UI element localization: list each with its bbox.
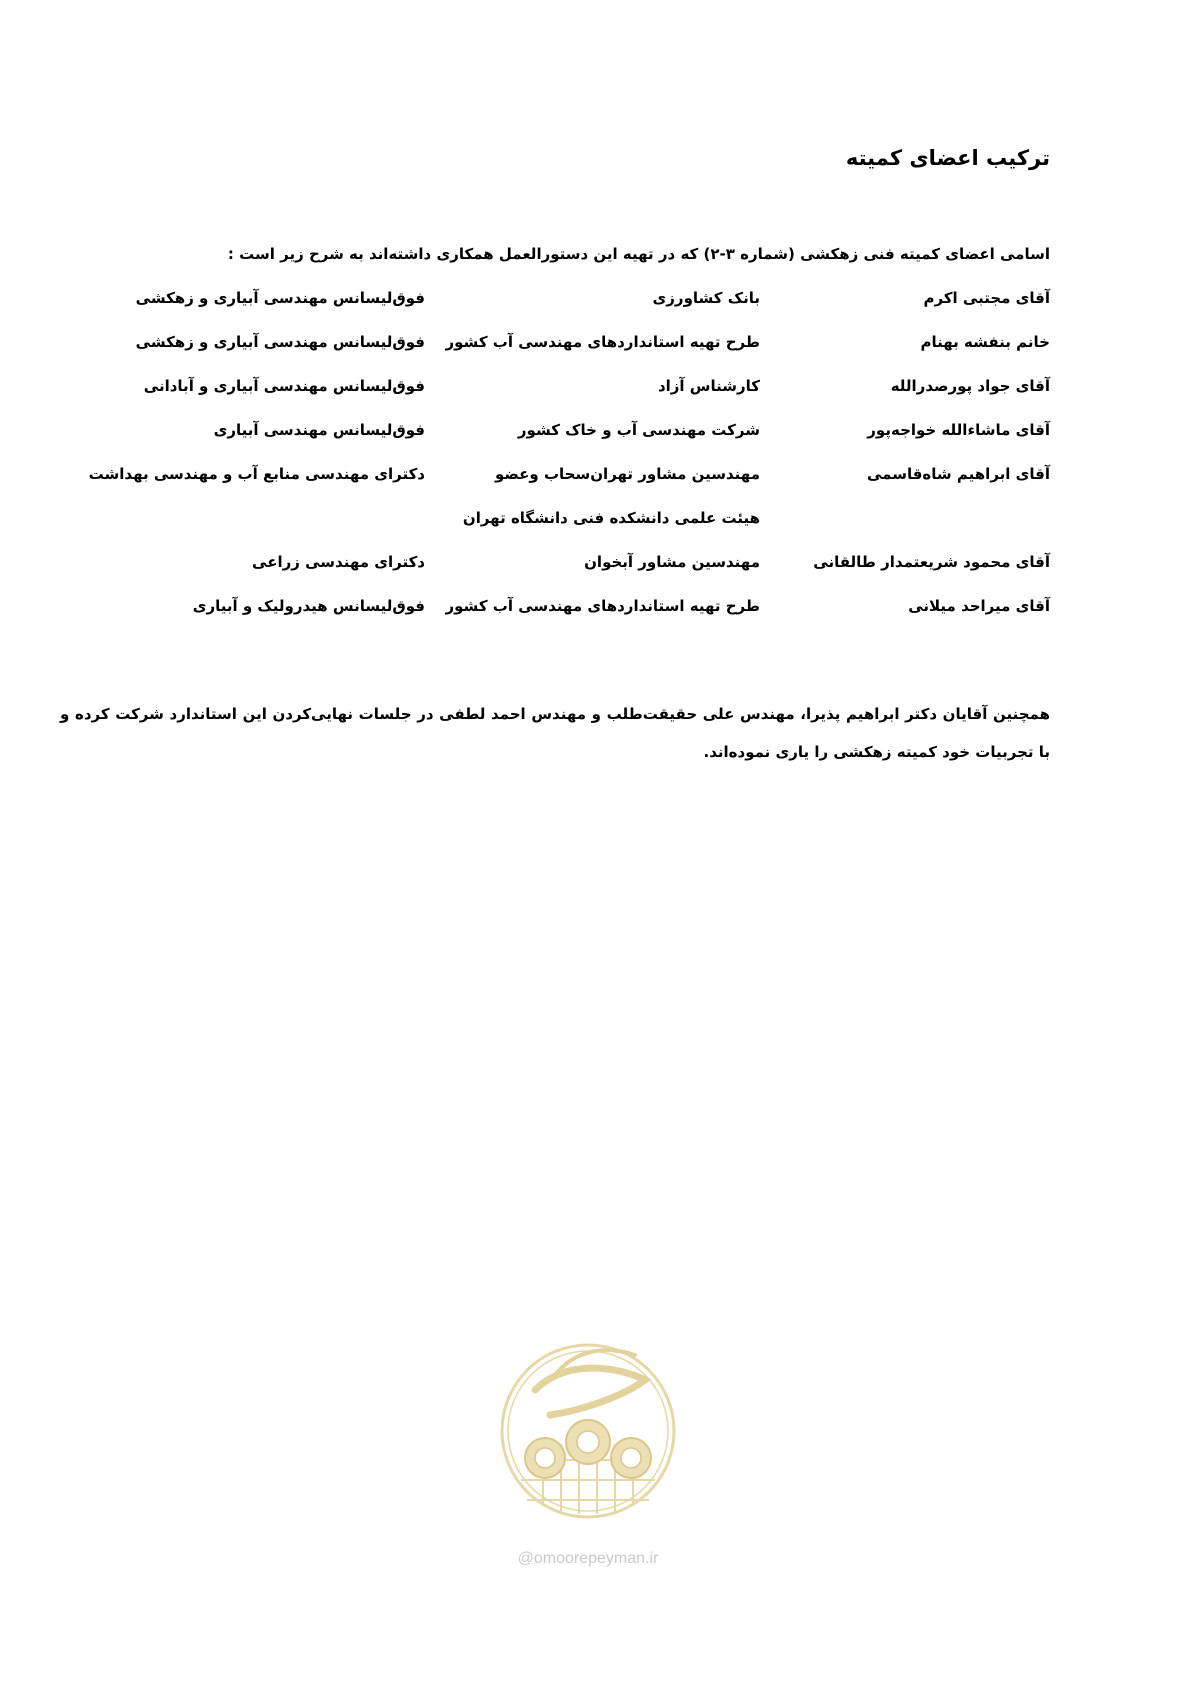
member-name: آقای ابراهیم شاه‌قاسمی [867, 465, 1050, 483]
member-row [60, 289, 1050, 333]
member-row-continuation [60, 509, 1050, 553]
member-row [60, 597, 1050, 641]
member-degree: دکترای مهندسی منابع آب و مهندسی بهداشت [88, 465, 425, 483]
member-degree: فوق‌لیسانس هیدرولیک و آبیاری [192, 597, 425, 615]
member-organization: شرکت مهندسی آب و خاک کشور [517, 421, 760, 439]
member-degree: فوق‌لیسانس مهندسی آبیاری [213, 421, 425, 439]
member-row [60, 377, 1050, 421]
member-organization: مهندسین مشاور تهران‌سحاب وعضو [495, 465, 760, 483]
intro-paragraph: اسامی اعضای کمیته فنی زهکشی (شماره ۳-۲) که در تهیه این دستورالعمل همکاری داشته‌اند به شرح زیر است : [227, 245, 1050, 263]
member-row [60, 553, 1050, 597]
page-title: ترکیب اعضای کمیته [845, 146, 1050, 170]
member-degree: فوق‌لیسانس مهندسی آبیاری و زهکشی [135, 289, 425, 307]
member-name: آقای محمود شریعتمدار طالقانی [813, 553, 1050, 571]
member-organization: طرح تهیه استانداردهای مهندسی آب کشور [445, 597, 760, 615]
member-organization: طرح تهیه استانداردهای مهندسی آب کشور [445, 333, 760, 351]
member-degree: فوق‌لیسانس مهندسی آبیاری و زهکشی [135, 333, 425, 351]
member-name: خانم بنفشه بهنام [920, 333, 1050, 351]
watermark-logo [495, 1320, 681, 1570]
member-name: آقای جواد پورصدرالله [890, 377, 1050, 395]
member-row [60, 421, 1050, 465]
member-name: آقای ماشاءالله خواجه‌پور [867, 421, 1050, 439]
member-organization: بانک کشاورزی [652, 289, 760, 307]
member-organization: مهندسین مشاور آبخوان [584, 553, 760, 571]
member-row [60, 465, 1050, 509]
seal-icon [495, 1320, 681, 1542]
closing-paragraph: همچنین آقایان دکتر ابراهیم پذیرا، مهندس علی حقیقت‌طلب و مهندس احمد لطفی در جلسات نهایی‌کردن این استاندارد شرکت کرده و با تجربیات خود کمیته زهکشی را یاری نموده‌اند. [60, 705, 1050, 761]
member-row [60, 333, 1050, 377]
member-organization: کارشناس آزاد [657, 377, 760, 395]
member-degree: فوق‌لیسانس مهندسی آبیاری و آبادانی [143, 377, 425, 395]
watermark-site: @omoorepeyman.ir [517, 1550, 659, 1567]
members-list [60, 289, 1050, 641]
member-name: آقای مجتبی اکرم [923, 289, 1050, 307]
member-organization: هیئت علمی دانشکده فنی دانشگاه تهران [462, 509, 760, 527]
member-name: آقای میراحد میلانی [908, 597, 1050, 615]
member-degree: دکترای مهندسی زراعی [252, 553, 425, 571]
